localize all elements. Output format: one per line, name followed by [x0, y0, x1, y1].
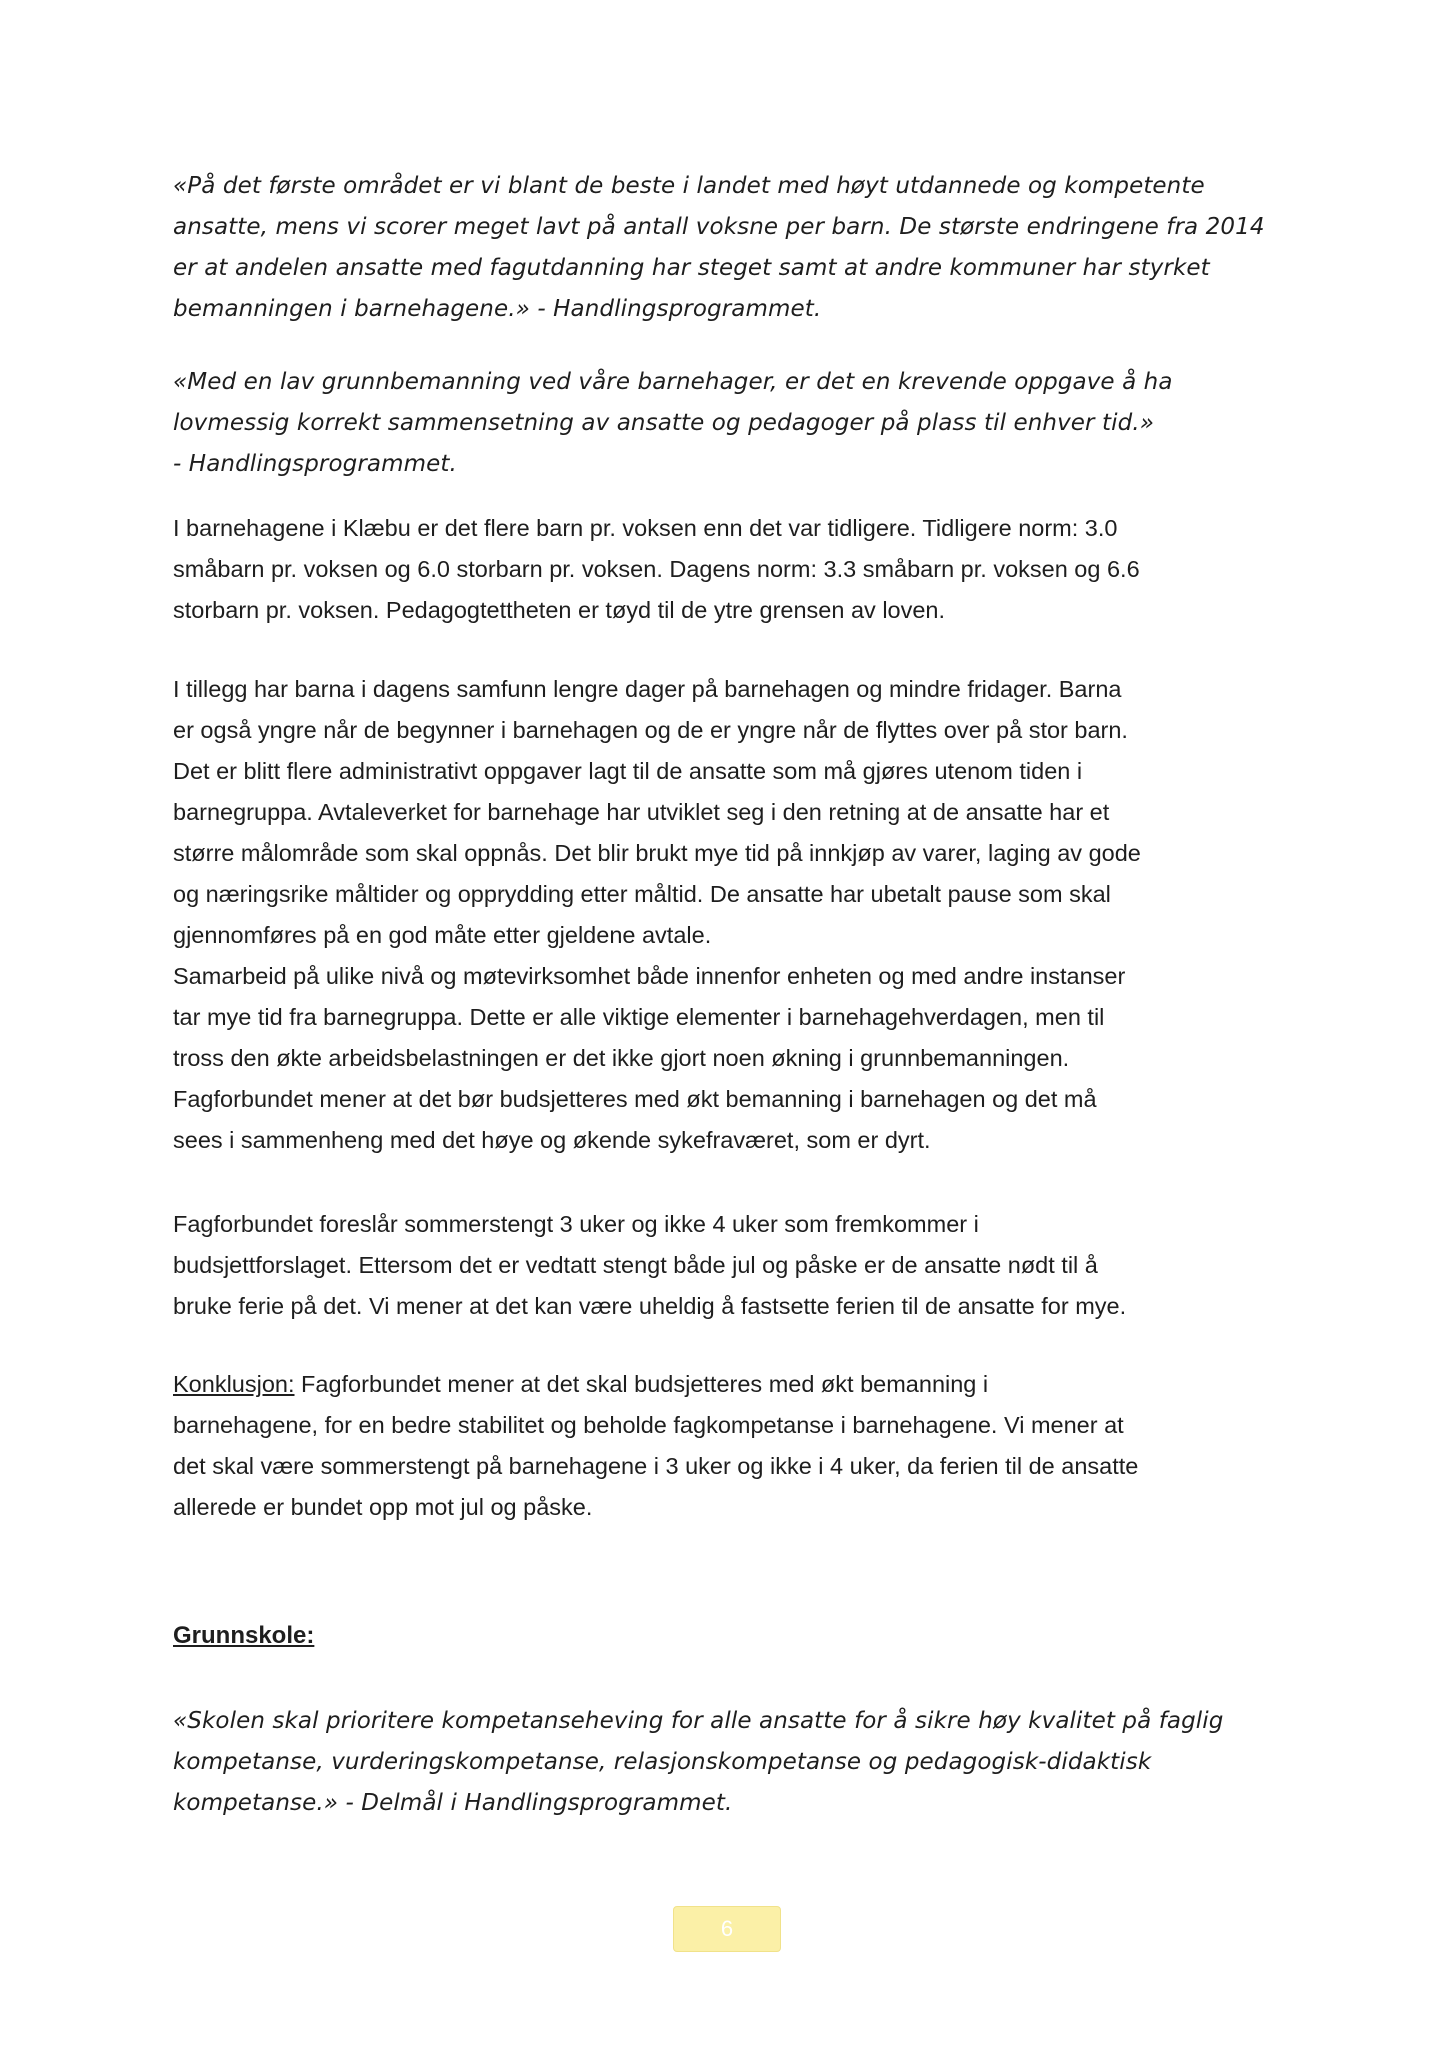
paragraph-line: barnegruppa. Avtaleverket for barnehage har utviklet seg i den retning at de ansatte har et [173, 799, 1110, 825]
section-heading-grunnskole: Grunnskole: [173, 1622, 315, 1649]
quote-line: bemanningen i barnehagene.» - Handlingsprogrammet. [173, 296, 822, 322]
quote-line: «På det første området er vi blant de beste i landet med høyt utdannede og kompetente [173, 173, 1205, 199]
quote-line: kompetanse, vurderingskompetanse, relasjonskompetanse og pedagogisk-didaktisk [173, 1749, 1152, 1775]
quote-line: kompetanse.» - Delmål i Handlingsprogrammet. [173, 1790, 733, 1816]
paragraph-line: større målområde som skal oppnås. Det blir brukt mye tid på innkjøp av varer, laging av gode [173, 840, 1141, 866]
quote-line: ansatte, mens vi scorer meget lavt på antall voksne per barn. De største endringene fra 2014 [173, 214, 1265, 240]
paragraph-line: tross den økte arbeidsbelastningen er det ikke gjort noen økning i grunnbemanningen. [173, 1045, 1070, 1071]
paragraph-line: gjennomføres på en god måte etter gjeldene avtale. [173, 922, 712, 948]
paragraph-line: er også yngre når de begynner i barnehagen og de er yngre når de flyttes over på stor barn. [173, 717, 1128, 743]
conclusion-first-line [173, 1364, 1313, 1405]
paragraph-line: I barnehagene i Klæbu er det flere barn pr. voksen enn det var tidligere. Tidligere norm: 3.0 [173, 515, 1118, 541]
paragraph-conclusion [173, 1364, 1313, 1528]
quote-delmaal [173, 1701, 1313, 1824]
paragraph-line: storbarn pr. voksen. Pedagogtettheten er tøyd til de ytre grensen av loven. [173, 597, 946, 623]
quote-line: - Handlingsprogrammet. [173, 451, 457, 477]
paragraph-line: barnehagene, for en bedre stabilitet og beholde fagkompetanse i barnehagene. Vi mener at [173, 1412, 1124, 1438]
paragraph-line: sees i sammenheng med det høye og økende sykefraværet, som er dyrt. [173, 1127, 931, 1153]
paragraph-line: Fagforbundet mener at det bør budsjetteres med økt bemanning i barnehagen og det må [173, 1086, 1097, 1112]
paragraph-line: Samarbeid på ulike nivå og møtevirksomhet både innenfor enheten og med andre instanser [173, 963, 1126, 989]
quote-handlingsprogram-2 [173, 362, 1313, 485]
paragraph-line: Fagforbundet foreslår sommerstengt 3 uker og ikke 4 uker som fremkommer i [173, 1211, 979, 1237]
paragraph-line: allerede er bundet opp mot jul og påske. [173, 1494, 593, 1520]
paragraph-longer-days [173, 669, 1313, 1161]
paragraph-line: småbarn pr. voksen og 6.0 storbarn pr. voksen. Dagens norm: 3.3 småbarn pr. voksen og 6.6 [173, 556, 1140, 582]
paragraph-line: Det er blitt flere administrativt oppgaver lagt til de ansatte som må gjøres utenom tiden i [173, 758, 1083, 784]
paragraph-staffing-norm [173, 508, 1313, 631]
paragraph-line: og næringsrike måltider og opprydding etter måltid. De ansatte har ubetalt pause som skal [173, 881, 1111, 907]
paragraph-line: I tillegg har barna i dagens samfunn lengre dager på barnehagen og mindre fridager. Barna [173, 676, 1122, 702]
quote-line: «Med en lav grunnbemanning ved våre barnehager, er det en krevende oppgave å ha [173, 369, 1173, 395]
paragraph-line: tar mye tid fra barnegruppa. Dette er alle viktige elementer i barnehagehverdagen, men til [173, 1004, 1105, 1030]
quote-line: lovmessig korrekt sammensetning av ansatte og pedagoger på plass til enhver tid.» [173, 410, 1155, 436]
page-number: 6 [673, 1906, 781, 1952]
paragraph-summer-closing [173, 1204, 1313, 1327]
quote-line: er at andelen ansatte med fagutdanning har steget samt at andre kommuner har styrket [173, 255, 1210, 281]
paragraph-line: budsjettforslaget. Ettersom det er vedtatt stengt både jul og påske er de ansatte nødt til å [173, 1252, 1098, 1278]
quote-handlingsprogram-1 [173, 166, 1313, 330]
paragraph-line: bruke ferie på det. Vi mener at det kan være uheldig å fastsette ferien til de ansatte for mye. [173, 1293, 1127, 1319]
conclusion-first-line-text: Fagforbundet mener at det skal budsjetteres med økt bemanning i [294, 1371, 989, 1397]
conclusion-label: Konklusjon: [173, 1371, 295, 1397]
paragraph-line: det skal være sommerstengt på barnehagene i 3 uker og ikke i 4 uker, da ferien til de ansatte [173, 1453, 1139, 1479]
quote-line: «Skolen skal prioritere kompetanseheving for alle ansatte for å sikre høy kvalitet på faglig [173, 1708, 1224, 1734]
